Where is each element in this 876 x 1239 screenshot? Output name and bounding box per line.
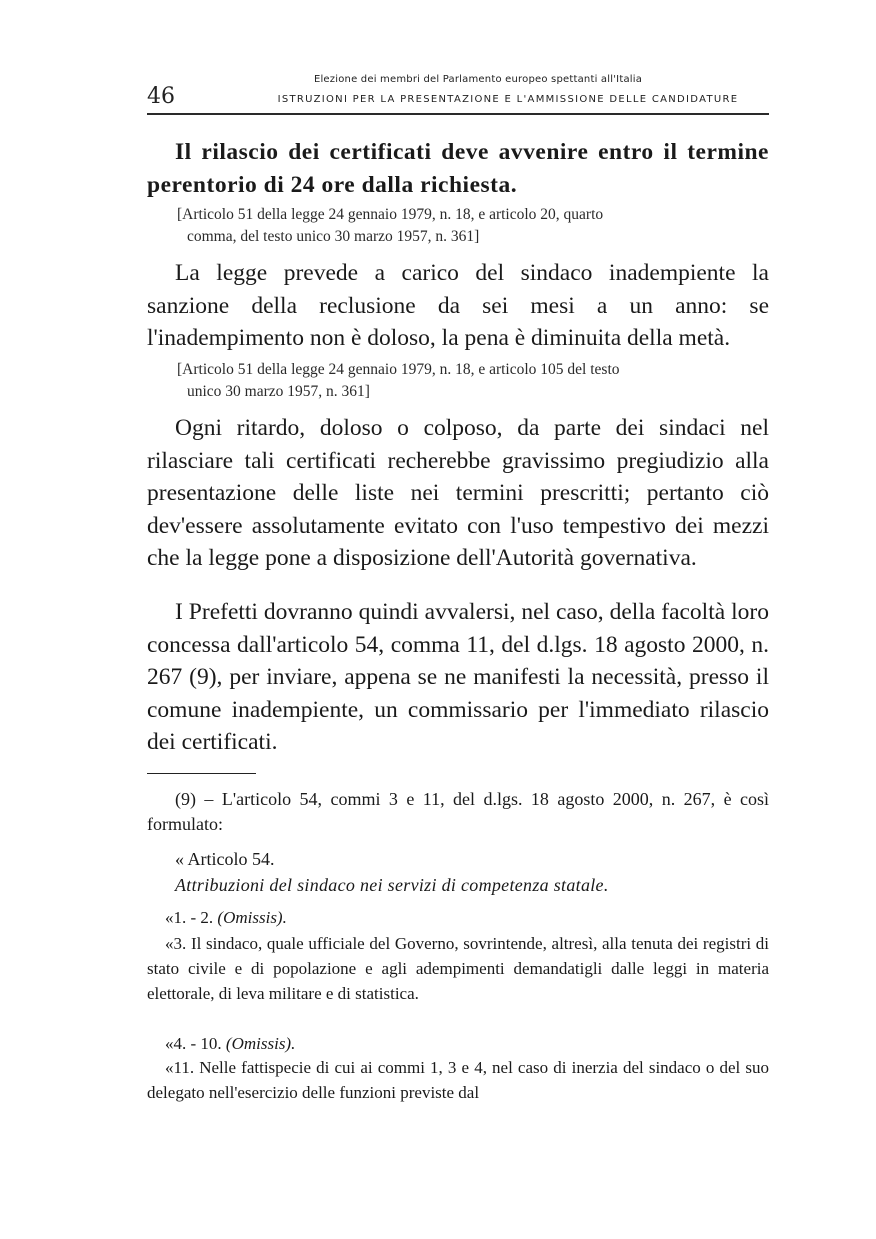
paragraph-delay: Ogni ritardo, doloso o colposo, da parte dei sindaci nel rilasciare tali certificati recherebbe gravissimo pregiudizio alla presentazione delle liste nei termini prescritti; pertanto ciò dev'essere assolutamente evitato con l'uso tempestivo dei mezzi che la legge pone a disposizione dell'Autorità governativa. — [147, 415, 769, 571]
footnote-intro: (9) – L'articolo 54, commi 3 e 11, del d.lgs. 18 agosto 2000, n. 267, è così formulato: — [147, 789, 769, 834]
comma-1-2-prefix: «1. - 2. — [165, 908, 218, 927]
footnote-comma-11: «11. Nelle fattispecie di cui ai commi 1, 3 e 4, nel caso di inerzia del sindaco o del suo delegato nell'esercizio delle funzioni previste dal — [147, 1058, 769, 1102]
running-header — [147, 74, 769, 116]
citation-1 — [147, 204, 799, 248]
citation-2 — [147, 359, 799, 403]
citation-2-line2: unico 30 marzo 1957, n. 361] — [187, 383, 370, 400]
footnote-rule — [147, 773, 256, 774]
footnote-comma-4-10 — [147, 1031, 769, 1056]
citation-1-line2: comma, del testo unico 30 marzo 1957, n. 361] — [187, 228, 480, 245]
header-title-line1: Elezione dei membri del Parlamento europeo spettanti all'Italia — [313, 74, 643, 85]
comma-4-10-prefix: «4. - 10. — [165, 1034, 226, 1053]
comma-4-10-omissis: (Omissis). — [225, 1034, 296, 1053]
header-rule — [147, 113, 769, 115]
citation-2-line1: [Articolo 51 della legge 24 gennaio 1979, n. 18, e articolo 105 del testo — [177, 361, 620, 378]
footnote-comma-3: «3. Il sindaco, quale ufficiale del Governo, sovrintende, altresì, alla tenuta dei registri di stato civile e di popolazione e agli adempimenti demandatigli dalle leggi in materia elettorale, di leva militare e di statistica. — [147, 934, 769, 1003]
footnote-article-subtitle: Attribuzioni del sindaco nei servizi di competenza statale. — [175, 875, 609, 895]
footnote-comma-1-2 — [147, 905, 769, 930]
citation-1-line1: [Articolo 51 della legge 24 gennaio 1979, n. 18, e articolo 20, quarto — [177, 206, 604, 223]
paragraph-sanction: La legge prevede a carico del sindaco inadempiente la sanzione della reclusione da sei mesi a un anno: se l'inadempimento non è doloso, la pena è diminuita della metà. — [147, 260, 769, 351]
page-number: 46 — [147, 84, 175, 109]
footnote-article-title: « Articolo 54. — [175, 849, 275, 869]
lead-paragraph: Il rilascio dei certificati deve avvenire entro il termine perentorio di 24 ore dalla richiesta. — [147, 139, 769, 198]
paragraph-prefects: I Prefetti dovranno quindi avvalersi, nel caso, della facoltà loro concessa dall'articolo 54, comma 11, del d.lgs. 18 agosto 2000, n. 267 (9), per inviare, appena se ne manifesti la necessità, presso il comune inadempiente, un commissario per l'immediato rilascio dei certificati. — [147, 599, 769, 755]
header-title-line2: ISTRUZIONI PER LA PRESENTAZIONE E L'AMMISSIONE DELLE CANDIDATURE — [277, 94, 739, 105]
comma-1-2-omissis: (Omissis). — [217, 908, 287, 927]
